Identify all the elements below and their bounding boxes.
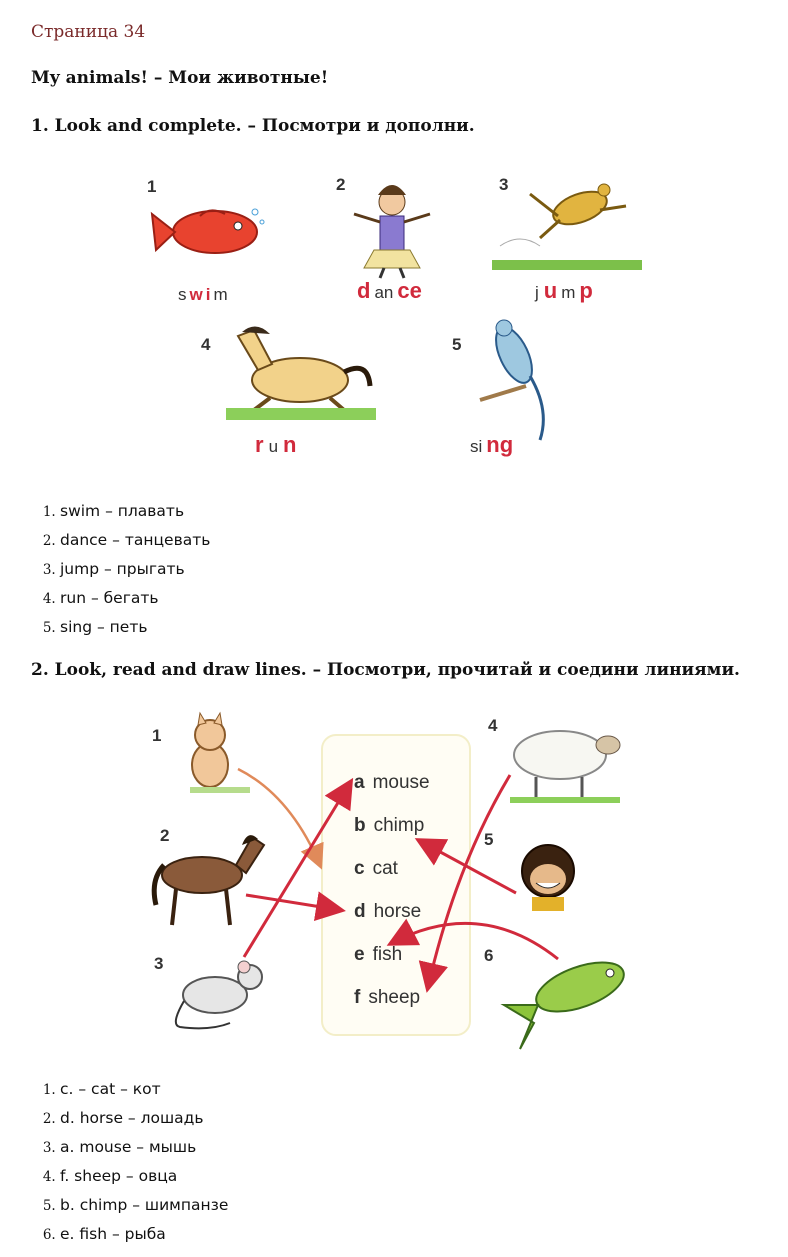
word-dance: d an ce: [357, 278, 422, 303]
list-item: 5. sing – петь: [60, 613, 210, 642]
list-item: 4. run – бегать: [60, 584, 210, 613]
word-swim: s w i m: [178, 285, 228, 304]
fish-picture: [152, 209, 264, 253]
item-number: 3: [499, 175, 509, 194]
item-number: 6: [484, 946, 494, 965]
item-number: 2: [160, 826, 170, 845]
task1-heading: 1. Look and complete. – Посмотри и дополни.: [31, 116, 475, 136]
item-number: 2: [336, 175, 346, 194]
item-number: 4: [201, 335, 211, 354]
task2-answer-list: [31, 1075, 228, 1249]
list-item: 1. swim – плавать: [60, 497, 210, 526]
word-item: f sheep: [354, 987, 421, 1008]
list-item: 4. f. sheep – овца: [60, 1162, 228, 1191]
dancer-picture: [354, 185, 430, 278]
item-number: 3: [154, 954, 164, 973]
task1-answer-list: [31, 497, 210, 642]
page-number: Страница 34: [31, 22, 146, 42]
fish-picture: [504, 952, 630, 1049]
mouse-picture: [176, 961, 262, 1028]
frog-picture: [492, 184, 642, 270]
horse-picture: [154, 835, 264, 925]
word-item: b chimp: [354, 815, 425, 836]
list-item: 2. dance – танцевать: [60, 526, 210, 555]
list-item: 6. e. fish – рыба: [60, 1220, 228, 1249]
task2-illustration: [140, 705, 650, 1065]
list-item: 2. d. horse – лошадь: [60, 1104, 228, 1133]
task2-heading: 2. Look, read and draw lines. – Посмотри, прочитай и соедини линиями.: [31, 660, 740, 680]
cat-picture: [190, 713, 250, 793]
item-number: 5: [452, 335, 462, 354]
list-item: 3. a. mouse – мышь: [60, 1133, 228, 1162]
item-number: 1: [147, 177, 157, 196]
item-number: 1: [152, 726, 162, 745]
task1-illustration: [130, 150, 650, 475]
list-item: 1. c. – cat – кот: [60, 1075, 228, 1104]
bird-picture: [480, 320, 543, 440]
word-item: e fish: [354, 944, 403, 965]
word-item: d horse: [354, 901, 422, 922]
word-run: r u n: [255, 432, 297, 457]
word-sing: si ng: [470, 432, 514, 457]
sheep-picture: [510, 731, 620, 803]
word-jump: j u m p: [535, 278, 593, 303]
word-item: a mouse: [354, 772, 430, 793]
item-number: 5: [484, 830, 494, 849]
page-title: My animals! – Мои животные!: [31, 68, 329, 88]
chimp-picture: [522, 845, 574, 911]
list-item: 3. jump – прыгать: [60, 555, 210, 584]
word-item: c cat: [354, 858, 398, 879]
horse-picture: [226, 326, 376, 420]
list-item: 5. b. chimp – шимпанзе: [60, 1191, 228, 1220]
item-number: 4: [488, 716, 498, 735]
